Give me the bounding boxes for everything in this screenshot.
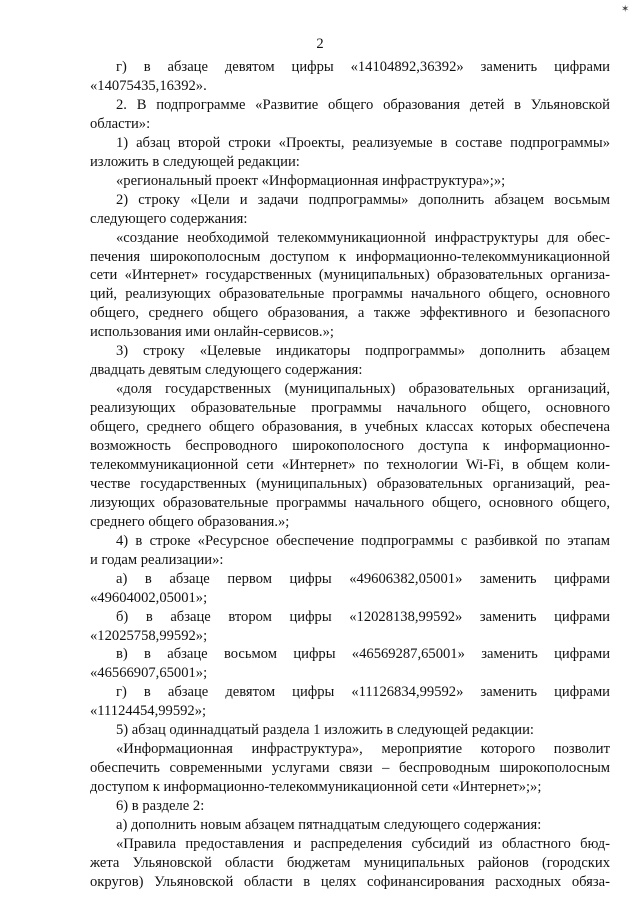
text-line: честве государственных (муниципальных) образовательных организаций, реа- <box>90 475 610 492</box>
text-line: 2. В подпрограмме «Развитие общего образования детей в Ульяновской <box>116 96 610 113</box>
text-line: использования ими онлайн-сервисов.»; <box>90 324 334 341</box>
text-line: печения широкополосным доступом к информационно-телекоммуникационной <box>90 248 610 265</box>
text-line: доступом к информационно-телекоммуникационной сети «Интернет»;»; <box>90 779 542 796</box>
text-line: реализующих образовательные программы начального общего, основного <box>90 400 610 417</box>
text-line: жета Ульяновской области бюджетам муниципальных районов (городских <box>90 854 610 871</box>
text-line: изложить в следующей редакции: <box>90 153 300 170</box>
text-line: возможность беспроводного широкополосного доступа к информационно- <box>90 438 610 454</box>
scan-mark: ✶ <box>621 4 630 15</box>
text-line: «49604002,05001»; <box>90 589 208 606</box>
text-line: области»: <box>90 115 151 132</box>
text-line: 1) абзац второй строки «Проекты, реализуемые в составе подпрограммы» <box>116 134 610 151</box>
text-line: телекоммуникационной сети «Интернет» по технологии Wi-Fi, в общем коли- <box>90 456 610 473</box>
page-number: 2 <box>316 36 324 52</box>
text-line: б) в абзаце втором цифры «12028138,99592» заменить цифрами <box>116 608 610 625</box>
text-line: и годам реализации»: <box>90 551 224 568</box>
text-line: ций, реализующих образовательные программы начального общего, основного <box>90 286 610 303</box>
text-line: округов) Ульяновской области в целях софинансирования расходных обяза- <box>90 873 610 890</box>
text-line: а) в абзаце первом цифры «49606382,05001» заменить цифрами <box>116 570 610 587</box>
text-line: 3) строку «Целевые индикаторы подпрограммы» дополнить абзацем <box>116 343 610 360</box>
text-line: среднего общего образования.»; <box>90 513 290 530</box>
text-line: сети «Интернет» государственных (муниципальных) образовательных организа- <box>90 267 610 284</box>
text-line: 6) в разделе 2: <box>116 798 205 815</box>
text-line: 5) абзац одиннадцатый раздела 1 изложить в следующей редакции: <box>116 722 534 739</box>
text-line: «46566907,65001»; <box>90 665 208 682</box>
text-line: г) в абзаце девятом цифры «11126834,99592» заменить цифрами <box>116 684 610 701</box>
text-line: обеспечить современными услугами связи – беспроводным широкополосным <box>90 760 610 777</box>
text-line: «создание необходимой телекоммуникационной инфраструктуры для обес- <box>116 229 610 246</box>
text-line: «14075435,16392». <box>90 77 207 94</box>
text-line: в) в абзаце восьмом цифры «46569287,65001» заменить цифрами <box>116 646 610 663</box>
text-line: «Правила предоставления и распределения субсидий из областного бюд- <box>116 835 610 852</box>
text-line: «доля государственных (муниципальных) образовательных организаций, <box>116 381 610 398</box>
text-line: «11124454,99592»; <box>90 703 207 720</box>
text-line: «12025758,99592»; <box>90 627 208 644</box>
text-line: г) в абзаце девятом цифры «14104892,36392» заменить цифрами <box>116 59 610 75</box>
text-line: следующего содержания: <box>90 210 248 227</box>
text-line: общего, среднего общего образования, а также эффективного и безопасного <box>90 305 610 322</box>
text-line: двадцать девятым следующего содержания: <box>90 362 363 379</box>
text-line: общего, среднего общего образования, в учебных классах которых обеспечена <box>90 419 610 436</box>
text-line: «региональный проект «Информационная инфраструктура»;»; <box>116 172 506 189</box>
text-line: 4) в строке «Ресурсное обеспечение подпрограммы с разбивкой по этапам <box>116 532 610 549</box>
text-line: лизующих образовательные программы начального общего, основного общего, <box>90 494 610 511</box>
text-line: а) дополнить новым абзацем пятнадцатым следующего содержания: <box>116 817 542 833</box>
text-line: 2) строку «Цели и задачи подпрограммы» дополнить абзацем восьмым <box>116 191 610 208</box>
text-line: «Информационная инфраструктура», мероприятие которого позволит <box>116 741 610 758</box>
